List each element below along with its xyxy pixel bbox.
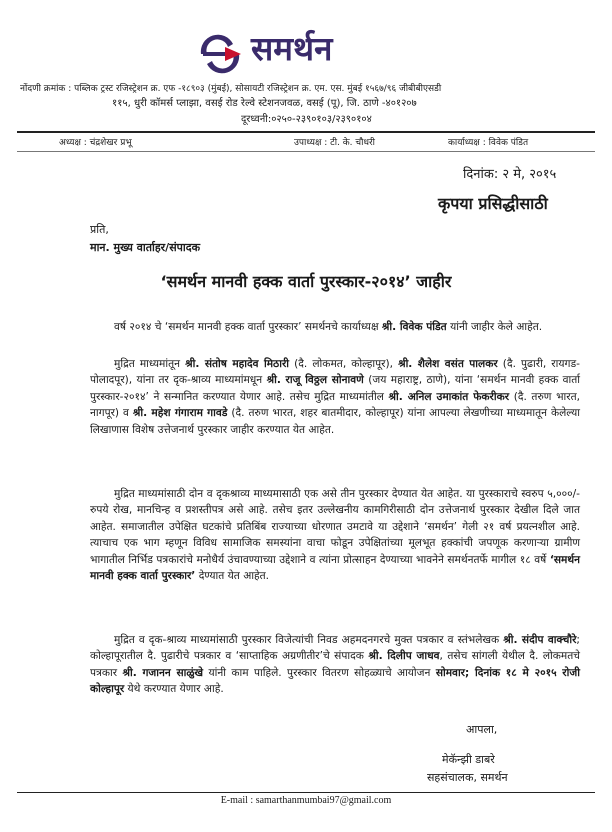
president-line: अध्यक्ष : चंद्रशेखर प्रभू <box>59 138 132 148</box>
salutation: प्रति, <box>90 223 109 236</box>
signer-name: मेकॅन्झी डाबरे <box>442 753 495 766</box>
paragraph-jury-ceremony <box>90 632 580 698</box>
p2-text-e: (दै. पुढारी, रायगड-पोलादपूर), यांना तर दृक-श्राव्य माध्यमांमधून <box>90 358 580 387</box>
jury-dilip-jadhav: श्री. दिलीप जाधव <box>368 650 440 663</box>
p3-text-c: देण्यात येत आहेत. <box>195 570 270 583</box>
paragraph-announcement <box>90 319 580 335</box>
phone-line: दूरध्वनी:०२५०-२३९०१०३/२३९०१०४ <box>241 114 372 125</box>
registration-line: नोंदणी क्रमांक : पब्लिक ट्रस्ट रजिस्ट्रेशन क्र. एफ -१८९०३ (मुंबई), सोसायटी रजिस्ट्रेशन क्र. एम. एस. मुंबई १५६७/९६ जीबीबीएसडी <box>20 84 442 94</box>
vice-president-line: उपाध्यक्ष : टी. के. चौधरी <box>294 138 376 148</box>
awardee-shailesh-palkar: श्री. शैलेश वसंत पालकर <box>398 358 498 370</box>
p4-text-e: , तसेच सांगली येथील दै. लोकमतचे पत्रकार <box>90 650 580 679</box>
addressee: मान. मुख्य वार्ताहर/संपादक <box>90 241 201 254</box>
jury-sandeep-wakchaure: श्री. संदीप वाक्चौरे <box>503 634 577 646</box>
p2-text-i: (दै. तरुण भारत, नागपूर) व <box>90 390 580 420</box>
email-link[interactable]: samarthanmumbai97@gmail.com <box>255 795 392 806</box>
p2-text-g: (जय महाराष्ट्र, ठाणे), यांना ‘समर्थन मानवी हक्क वार्ता पुरस्कार-२०१४’ ने सन्मानित करण्यात येणार आहे. तसेच मुद्रित माध्यमांतील <box>90 374 580 403</box>
awardee-anil-fekrikar: श्री. अनिल उमाकांत फेकरीकर <box>388 390 510 403</box>
awardee-raju-sonawane: श्री. राजू विठ्ठल सोनावणे <box>266 374 364 387</box>
executive-president-line: कार्याध्यक्ष : विवेक पंडित <box>448 138 529 148</box>
p4-text-a: मुद्रित व दृक-श्राव्य माध्यमांसाठी पुरस्कार विजेत्यांची निवड अहमदनगरचे मुक्त पत्रकार व स्तंभलेखक <box>114 634 504 646</box>
address-line: ११५, धुरी कॉमर्स प्लाझा, वसई रोड रेल्वे स्टेशनजवळ, वसई (पू), जि. ठाणे -४०१२०७ <box>112 98 417 109</box>
p1-text-end: यांनी जाहीर केले आहेत. <box>446 321 543 333</box>
signer-title: सहसंचालक, समर्थन <box>427 771 508 784</box>
letter-date: दिनांक: २ मे, २०१५ <box>463 167 557 182</box>
footer-email-line <box>0 795 612 807</box>
press-release-title: ‘समर्थन मानवी हक्क वार्ता पुरस्कार-२०१४’ जाहीर <box>160 272 452 291</box>
p2-text-c: (दै. लोकमत, कोल्हापूर), <box>289 358 399 370</box>
officers-divider <box>17 151 595 152</box>
p1-text: वर्ष २०१४ चे ‘समर्थन मानवी हक्क वार्ता पुरस्कार’ समर्थनचे कार्याध्यक्ष <box>114 321 382 333</box>
closing: आपला, <box>466 723 498 736</box>
paragraph-awardees <box>90 356 580 438</box>
ceremony-date-place: सोमवार; दिनांक १८ मे २०१५ रोजी कोल्हापूर <box>90 666 580 696</box>
award-name: ‘समर्थन मानवी हक्क वार्ता पुरस्कार’ <box>90 553 580 583</box>
p4-text-i: येथे करण्यात येणार आहे. <box>124 683 224 696</box>
email-label: E-mail : <box>220 795 256 806</box>
p4-text-c: ; कोल्हापूरातील दै. पुढारीचे पत्रकार व ‘साप्ताहिक अग्रणीतीर’चे संपादक <box>90 634 580 663</box>
samarthan-logo-icon <box>195 32 245 76</box>
jury-gajanan-salunkhe: श्री. गजानन साळुंखे <box>122 666 204 679</box>
p3-text-a: मुद्रित माध्यमांसाठी दोन व दृकश्राव्य माध्यमासाठी एक असे तीन पुरस्कार देण्यात येत आहेत. या पुरस्काराचे स्वरुप ५,०००/- रुपये रोख, मानचिन्ह व प्रशस्तीपत्र असे आहे. तसेच इतर उल्लेखनीय कामगिरीसाठी दोन उत्तेजनार्थ पुरस्कार देखील दिले जात आहेत. समाजातील उपेक्षित घटकांचे प्रतिबिंब राज्याच्या धोरणात उमटावे या उद्देशाने ‘समर्थन’ गेली २१ वर्ष प्रयत्नशील आहे. त्याचाच एक भाग म्हणून विविध सामाजिक समस्यांना वाचा फोडून उपेक्षितांच्या मूलभूत हक्कांची जपणूक करणाऱ्या ग्रामीण भागातील निर्भिड पत्रकारांचे मनोधैर्य उंचावण्याच्या उद्देशाने व त्यांना प्रोत्साहन देण्याच्या भावनेने समर्थनतर्फे मागील १८ वर्षे <box>90 488 580 566</box>
organization-name: समर्थन <box>251 29 333 68</box>
p2-text-k: (दै. तरुण भारत, शहर बातमीदार, कोल्हापूर) यांना आपल्या लेखणीच्या माध्यमातून केलेल्या लिखाणास विशेष उत्तेजनार्थ पुरस्कार जाहीर करण्यात येत आहेत. <box>90 407 580 436</box>
awardee-mahesh-gawade: श्री. महेश गंगाराम गावडे <box>132 407 228 420</box>
awardee-santosh-mithari: श्री. संतोष महादेव मिठारी <box>185 358 290 370</box>
letterhead-divider <box>17 131 595 133</box>
paragraph-award-details <box>90 486 580 584</box>
p4-text-g: यांनी काम पाहिले. पुरस्कार वितरण सोहळ्याचे आयोजन <box>203 666 436 679</box>
footer-divider <box>17 792 595 793</box>
p2-text-a: मुद्रित माध्यमांतून <box>114 358 186 370</box>
p1-name: श्री. विवेक पंडित <box>381 321 447 333</box>
for-publication-heading: कृपया प्रसिद्धीसाठी <box>438 194 548 213</box>
